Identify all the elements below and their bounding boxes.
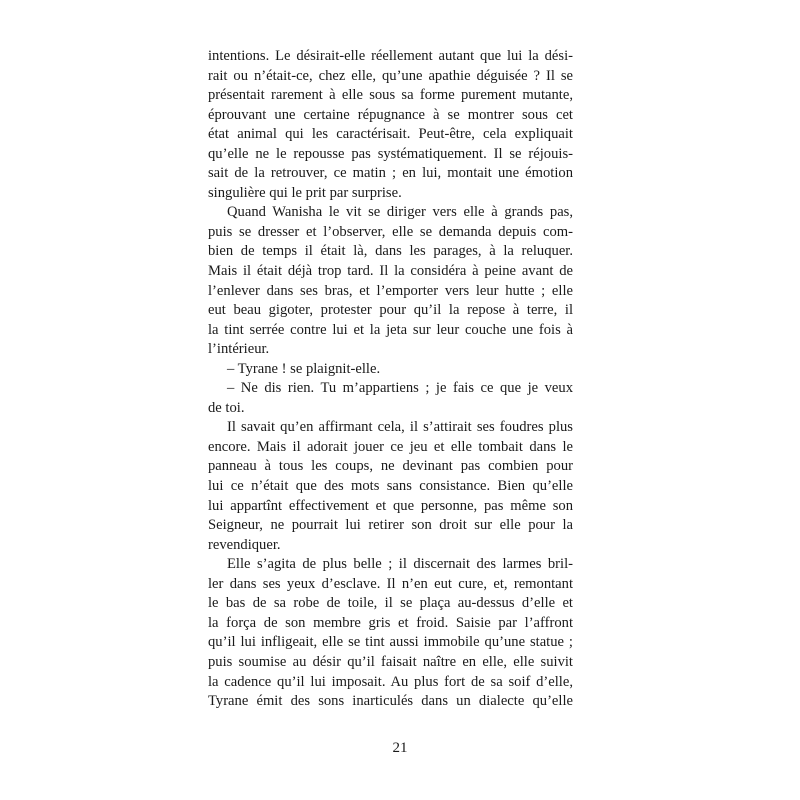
text-line: eut beau gigoter, protester pour qu’il la repose à terre, il <box>208 302 573 319</box>
text-line: panneau à tous les coups, ne devinant pas combien pour <box>208 458 573 475</box>
text-line: lui appartînt effectivement et que personne, pas même son <box>208 497 573 514</box>
text-line: lui ce n’était que des mots sans consistance. Bien qu’elle <box>208 478 573 495</box>
text-line: sait de la retrouver, ce matin ; en lui, montait une émotion <box>208 165 573 182</box>
body-text <box>208 47 573 712</box>
text-line: le bas de sa robe de toile, il se plaça au-dessus d’elle et <box>208 595 573 612</box>
text-line: puis se dresser et l’observer, elle se demanda depuis com- <box>208 223 573 240</box>
text-line: Elle s’agita de plus belle ; il discernait des larmes bril- <box>227 556 573 573</box>
text-line: l’enlever dans ses bras, et l’emporter vers leur hutte ; elle <box>208 282 573 299</box>
text-line: Mais il était déjà trop tard. Il la considéra à peine avant de <box>208 263 573 280</box>
text-line: l’intérieur. <box>208 341 270 358</box>
text-line: la força de son membre gris et froid. Saisie par l’affront <box>208 614 573 631</box>
text-line: qu’il lui infligeait, elle se tint aussi immobile qu’une statue ; <box>208 634 573 651</box>
text-line: Il savait qu’en affirmant cela, il s’attirait ses foudres plus <box>227 419 573 436</box>
text-line: Quand Wanisha le vit se diriger vers elle à grands pas, <box>227 204 573 221</box>
text-line: rait ou n’était-ce, chez elle, qu’une apathie déguisée ? Il se <box>208 67 573 84</box>
text-line: singulière qui le prit par surprise. <box>208 184 402 201</box>
text-line: qu’elle ne le repousse pas systématiquement. Il se réjouis- <box>208 145 573 162</box>
page-number: 21 <box>392 740 408 756</box>
text-line: présentait rarement à elle sous sa forme purement mutante, <box>208 87 573 104</box>
text-line: de toi. <box>208 399 245 416</box>
text-line: – Tyrane ! se plaignit-elle. <box>227 360 381 377</box>
text-line: puis soumise au désir qu’il faisait naître en elle, elle suivit <box>208 653 573 670</box>
text-line: encore. Mais il adorait jouer ce jeu et elle tombait dans le <box>208 438 573 455</box>
text-line: la tint serrée contre lui et la jeta sur leur couche une fois à <box>208 321 573 338</box>
text-line: bien de temps il était là, dans les parages, à la reluquer. <box>208 243 573 260</box>
text-line: éprouvant une certaine répugnance à se montrer sous cet <box>208 106 573 123</box>
text-line: la cadence qu’il lui imposait. Au plus fort de sa soif d’elle, <box>208 673 573 690</box>
text-line: Tyrane émit des sons inarticulés dans un dialecte qu’elle <box>208 693 573 710</box>
text-line: Seigneur, ne pourrait lui retirer son droit sur elle pour la <box>208 517 573 534</box>
text-line: ler dans ses yeux d’esclave. Il n’en eut cure, et, remontant <box>208 575 573 592</box>
text-line: intentions. Le désirait-elle réellement autant que lui la dési- <box>208 48 573 64</box>
text-line: état animal qui les caractérisait. Peut-être, cela expliquait <box>208 126 573 143</box>
text-line: revendiquer. <box>208 536 281 553</box>
text-line: – Ne dis rien. Tu m’appartiens ; je fais ce que je veux <box>227 380 573 397</box>
